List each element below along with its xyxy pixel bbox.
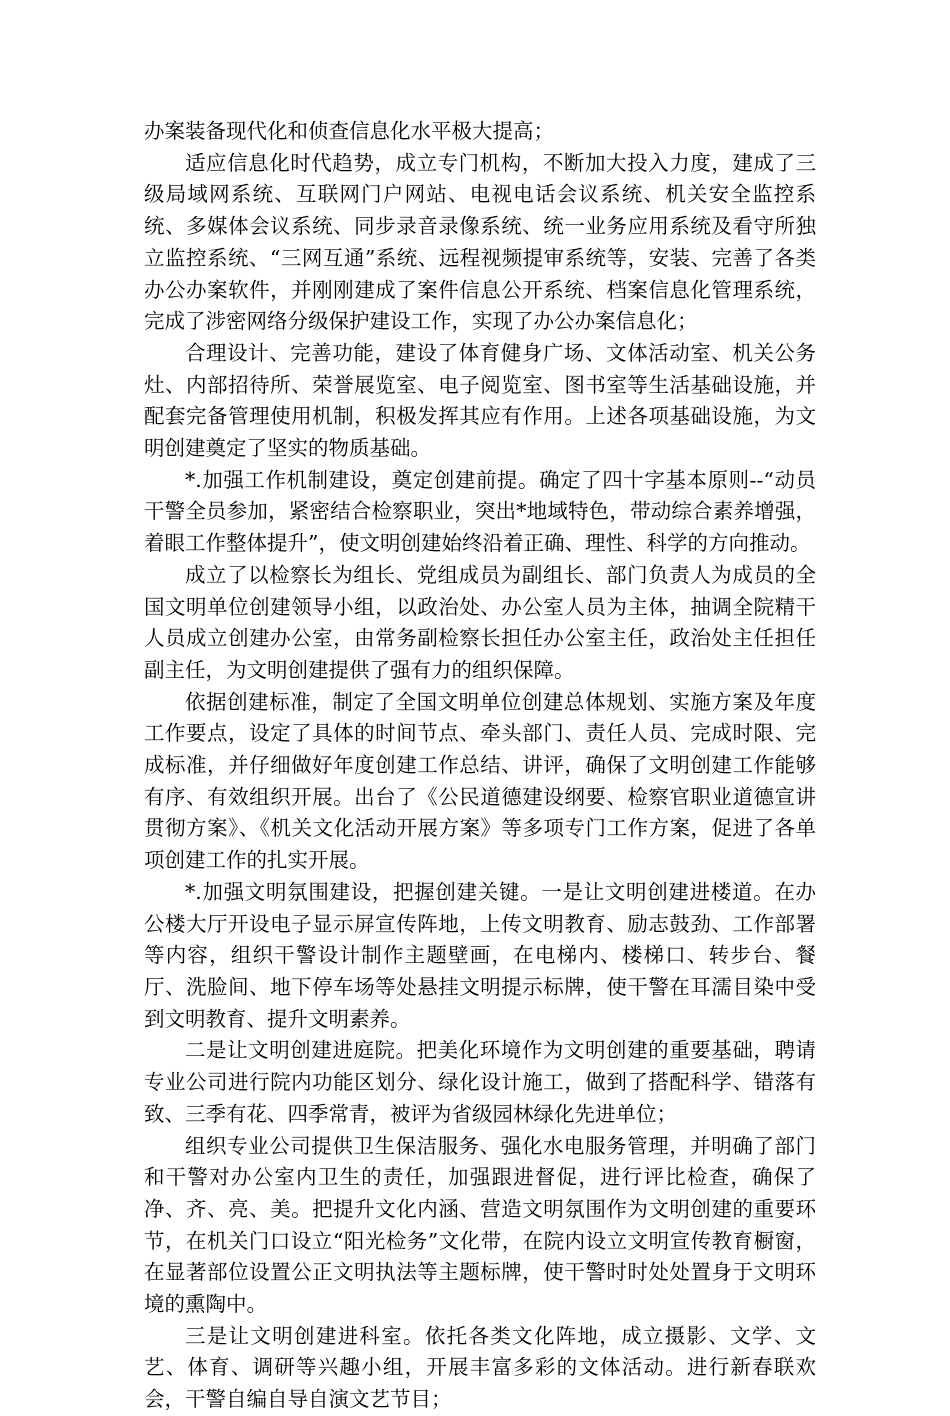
paragraph-10: 三是让文明创建进科室。依托各类文化阵地，成立摄影、文学、文艺、体育、调研等兴趣小组，开展丰富多彩的文体活动。进行新春联欢会，干警自编自导自演文艺节目； <box>144 1323 816 1412</box>
paragraph-1: 办案装备现代化和侦查信息化水平极大提高； <box>144 119 554 143</box>
paragraph-9: 组织专业公司提供卫生保洁服务、强化水电服务管理，并明确了部门和干警对办公室内卫生的责任，加强跟进督促，进行评比检查，确保了净、齐、亮、美。把提升文化内涵、营造文明氛围作为文明创建的重要环节，在机关门口设立“阳光检务”文化带，在院内设立文明宣传教育橱窗，在显著部位设置公正文明执法等主题标牌，使干警时时处处置身于文明环境的熏陶中。 <box>144 1133 816 1317</box>
paragraph-3: 合理设计、完善功能，建设了体育健身广场、文体活动室、机关公务灶、内部招待所、荣誉展览室、电子阅览室、图书室等生活基础设施，并配套完备管理使用机制，积极发挥其应有作用。上述各项基础设施，为文明创建奠定了坚实的物质基础。 <box>144 340 816 461</box>
paragraph-8: 二是让文明创建进庭院。把美化环境作为文明创建的重要基础，聘请专业公司进行院内功能区划分、绿化设计施工，做到了搭配科学、错落有致、三季有花、四季常青，被评为省级园林绿化先进单位； <box>144 1038 816 1126</box>
document-body <box>144 116 816 1416</box>
paragraph-2: 适应信息化时代趋势，成立专门机构，不断加大投入力度，建成了三级局域网系统、互联网门户网站、电视电话会议系统、机关安全监控系统、多媒体会议系统、同步录音录像系统、统一业务应用系统及看守所独立监控系统、“三网互通”系统、远程视频提审系统等，安装、完善了各类办公办案软件，并刚刚建成了案件信息公开系统、档案信息化管理系统，完成了涉密网络分级保护建设工作，实现了办公办案信息化； <box>144 150 816 334</box>
paragraph-6: 依据创建标准，制定了全国文明单位创建总体规划、实施方案及年度工作要点，设定了具体的时间节点、牵头部门、责任人员、完成时限、完成标准，并仔细做好年度创建工作总结、讲评，确保了文明创建工作能够有序、有效组织开展。出台了《公民道德建设纲要、检察官职业道德宣讲贯彻方案》、《机关文化活动开展方案》等多项专门工作方案，促进了各单项创建工作的扎实开展。 <box>144 689 816 873</box>
paragraph-7: *.加强文明氛围建设，把握创建关键。一是让文明创建进楼道。在办公楼大厅开设电子显示屏宣传阵地，上传文明教育、励志鼓劲、工作部署等内容，组织干警设计制作主题壁画，在电梯内、楼梯口、转步台、餐厅、洗脸间、地下停车场等处悬挂文明提示标牌，使干警在耳濡目染中受到文明教育、提升文明素养。 <box>144 879 816 1031</box>
paragraph-5: 成立了以检察长为组长、党组成员为副组长、部门负责人为成员的全国文明单位创建领导小组，以政治处、办公室人员为主体，抽调全院精干人员成立创建办公室，由常务副检察长担任办公室主任，政治处主任担任副主任，为文明创建提供了强有力的组织保障。 <box>144 562 816 682</box>
paragraph-4: *.加强工作机制建设，奠定创建前提。确定了四十字基本原则--“动员干警全员参加，紧密结合检察职业，突出*地域特色，带动综合素养增强，着眼工作整体提升”，使文明创建始终沿着正确、理性、科学的方向推动。 <box>144 467 816 556</box>
